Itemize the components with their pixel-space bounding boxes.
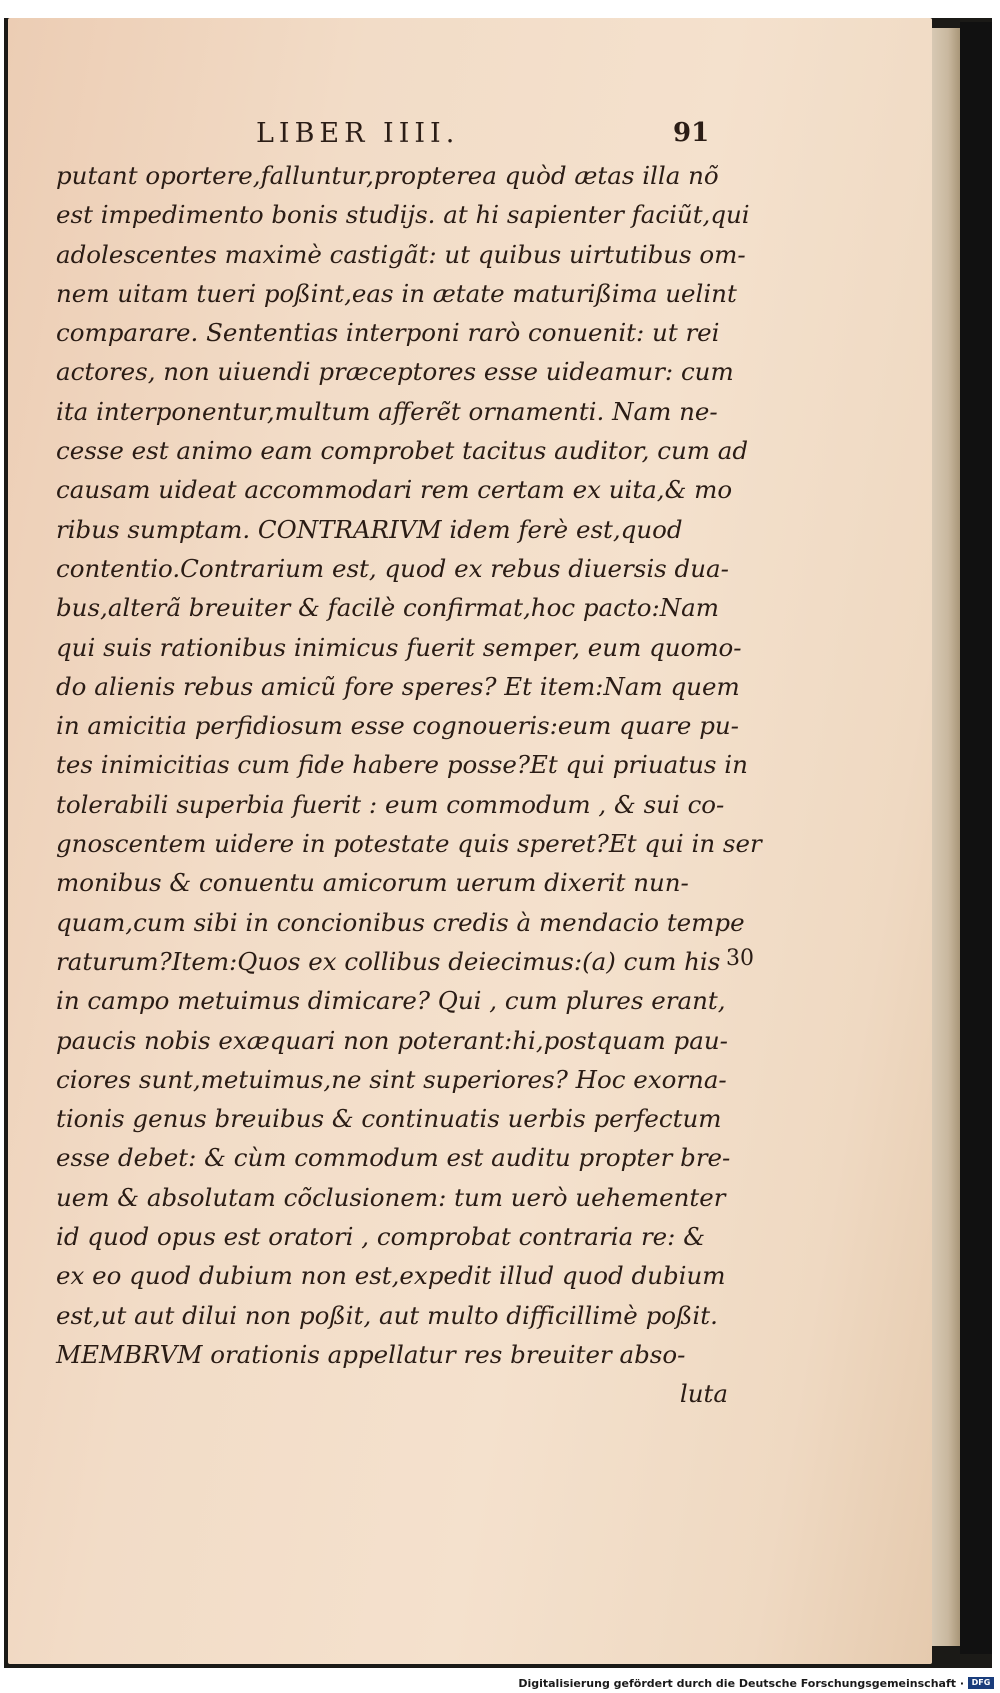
text-line: nem uitam tueri poßint,eas in ætate maturißima uelint — [56, 278, 737, 308]
text-line: do alienis rebus amicũ fore speres? Et item:Nam quem — [56, 671, 740, 701]
text-line: uem & absolutam cõclusionem: tum uerò uehementer — [56, 1182, 726, 1212]
text-line: ciores sunt,metuimus,ne sint superiores? Hoc exorna- — [56, 1064, 727, 1094]
text-line: bus,alterã breuiter & facilè confirmat,hoc pacto:Nam — [56, 593, 719, 623]
text-line: ita interponentur,multum afferẽt ornamenti. Nam ne- — [56, 396, 718, 426]
margin-line-number: 30 — [726, 946, 754, 971]
text-line: putant oportere,falluntur,propterea quòd ætas illa nõ — [56, 161, 719, 190]
text-line: tionis genus breuibus & continuatis uerbis perfectum — [56, 1104, 722, 1134]
book-cover-dark-edge — [960, 22, 992, 1654]
text-line: comparare. Sententias interponi rarò conuenit: ut rei — [56, 318, 720, 348]
credit-text: Digitalisierung gefördert durch die Deutsche Forschungsgemeinschaft · — [518, 1676, 964, 1690]
catchword: luta — [679, 1379, 728, 1409]
text-line: paucis nobis exæquari non poterant:hi,postquam pau- — [56, 1025, 728, 1055]
text-line: ribus sumptam. CONTRARIVM idem ferè est,quod — [56, 514, 683, 544]
text-line: causam uideat accommodari rem certam ex uita,& mo — [56, 475, 733, 505]
text-line: ex eo quod dubium non est,expedit illud quod dubium — [56, 1261, 726, 1291]
dfg-logo-icon: DFG — [968, 1677, 994, 1689]
text-line: esse debet: & cùm commodum est auditu propter bre- — [56, 1143, 731, 1173]
text-line: monibus & conuentu amicorum uerum dixerit nun- — [56, 868, 689, 898]
text-line: est impedimento bonis studijs. at hi sapienter faciũt,qui — [56, 200, 750, 230]
text-line: MEMBRVM orationis appellatur res breuiter abso- — [56, 1339, 686, 1369]
text-line: raturum?Item:Quos ex collibus deiecimus:(a) cum his — [56, 946, 721, 976]
text-line: contentio.Contrarium est, quod ex rebus diuersis dua- — [56, 553, 729, 583]
text-line: adolescentes maximè castigãt: ut quibus uirtutibus om- — [56, 239, 746, 269]
text-line: actores, non uiuendi præceptores esse uideamur: cum — [56, 357, 734, 387]
page-header — [8, 118, 932, 158]
running-head: LIBER IIII. — [256, 118, 460, 149]
text-line: tolerabili superbia fuerit : eum commodum , & sui co- — [56, 789, 725, 819]
text-line: in amicitia perfidiosum esse cognoueris:eum quare pu- — [56, 711, 739, 741]
page-number: 91 — [673, 118, 710, 148]
text-line: in campo metuimus dimicare? Qui , cum plures erant, — [56, 986, 726, 1016]
text-line: est,ut aut dilui non poßit, aut multo difficillimè poßit. — [56, 1300, 718, 1330]
text-line: qui suis rationibus inimicus fuerit semper, eum quomo- — [56, 632, 742, 662]
text-line: cesse est animo eam comprobet tacitus auditor, cum ad — [56, 436, 749, 466]
book-cover-edge — [930, 28, 960, 1646]
text-line: id quod opus est oratori , comprobat contraria re: & — [56, 1222, 706, 1252]
digitization-credit — [518, 1675, 994, 1691]
text-line: tes inimicitias cum fide habere posse?Et qui priuatus in — [56, 750, 748, 780]
text-line: gnoscentem uidere in potestate quis speret?Et qui in ser — [56, 829, 762, 859]
text-line: quam,cum sibi in concionibus credis à mendacio tempe — [56, 907, 745, 937]
book-page — [8, 18, 932, 1664]
